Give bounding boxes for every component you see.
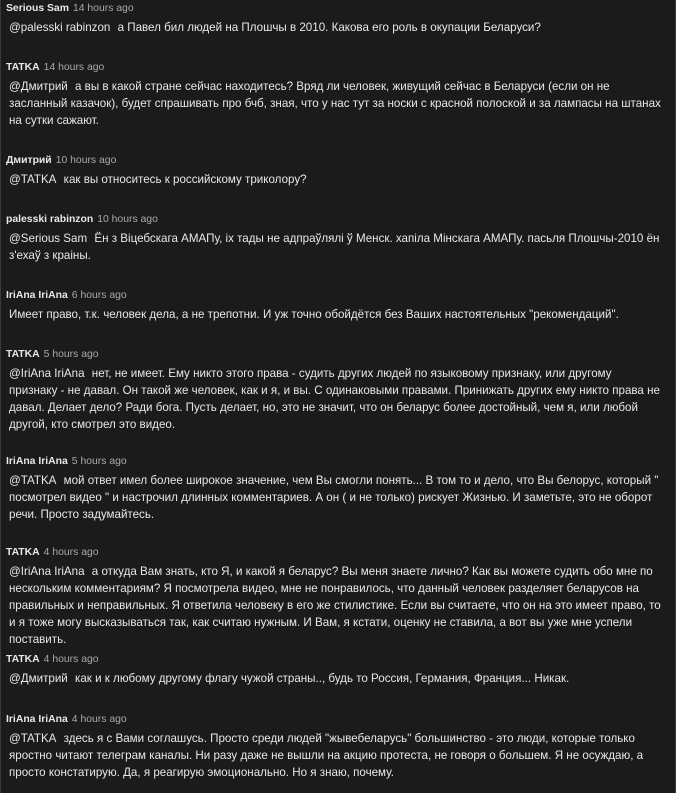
comment: [6, 653, 675, 713]
comment-author[interactable]: TATKA: [6, 547, 40, 558]
comment-timestamp[interactable]: 10 hours ago: [97, 214, 158, 225]
comment-meta: [6, 455, 675, 469]
comment-meta: [6, 289, 675, 303]
comment-text: [6, 564, 675, 649]
comment-text: [6, 366, 675, 434]
comment-text: [6, 172, 675, 189]
comment: [6, 289, 675, 348]
comment: [6, 455, 675, 546]
comment-timestamp[interactable]: 4 hours ago: [43, 547, 99, 558]
comment-author[interactable]: TATKA: [6, 654, 40, 665]
comment-timestamp[interactable]: 5 hours ago: [43, 349, 99, 360]
comment-timestamp[interactable]: 14 hours ago: [43, 62, 105, 73]
comment: [6, 2, 675, 61]
comment-mention[interactable]: @TATKA: [9, 474, 57, 487]
comment-author[interactable]: TATKA: [6, 62, 40, 73]
comment-body: нет, не имеет. Ему никто этого права - судить других людей по языковому признаку, или другому признаку - не давал. Он такой же человек, как и я, и вы. С одинаковыми правами. Принижать других ему никто права не давал. Делает дело? Ради бога. Пусть делает, но, это не значит, что он беларус более достойный, чем я, или любой другой, кто смотрел это видео.: [9, 367, 660, 431]
comment-author[interactable]: IriAna IriAna: [6, 290, 68, 301]
comment-body: мой ответ имел более широкое значение, чем Вы смогли понять... В том то и дело, что Вы белорус, который " посмотрел видео " и настрочил длинных комментариев. А он ( и не только) рискует Жизнью. И заметьте, это не оборот речи. Просто задумайтесь.: [9, 474, 659, 521]
comment-body: а Павел бил людей на Плошчы в 2010. Какова его роль в окупации Беларуси?: [114, 21, 541, 34]
comment-meta: [6, 2, 675, 16]
comment-timestamp[interactable]: 5 hours ago: [71, 456, 127, 467]
comment-author[interactable]: Serious Sam: [6, 3, 69, 14]
comment-thread: [1, 0, 675, 789]
comment-meta: [6, 653, 675, 667]
comment-meta: [6, 213, 675, 227]
comment-mention[interactable]: @TATKA: [9, 732, 57, 745]
comment-body: Ён з Віцебскага АМАПу, іх тады не адпраўлялі ў Менск. хапіла Мінскага АМАПу. пасьля Плошчы-2010 ён з'ехаў з краіны.: [9, 232, 660, 262]
comment-body: а вы в какой стране сейчас находитесь? Вряд ли человек, живущий сейчас в Беларуси (если он не засланный казачок), будет спрашивать про бчб, зная, что у нас тут за носки с красной полоской и за лампасы на штанах на сутки сажают.: [9, 80, 661, 127]
comment-mention[interactable]: @Дмитрий: [9, 672, 68, 685]
comment: [6, 348, 675, 455]
comment-meta: [6, 61, 675, 75]
comment-author[interactable]: palesski rabinzon: [6, 214, 94, 225]
comment-body: Имеет право, т.к. человек дела, а не трепотни. И уж точно обойдётся без Ваших настоятельных "рекомендаций".: [9, 308, 619, 321]
comment-timestamp[interactable]: 10 hours ago: [55, 155, 117, 166]
comment: [6, 713, 675, 789]
comment-text: [6, 79, 675, 130]
comment-text: [6, 307, 675, 324]
comment: [6, 546, 675, 653]
comment-author[interactable]: Дмитрий: [6, 155, 52, 166]
comment-body: как и к любому другому флагу чужой страны.., будь то Россия, Германия, Франция... Никак.: [71, 672, 570, 685]
comment-text: [6, 231, 675, 265]
comment-text: [6, 473, 675, 524]
comment-mention[interactable]: @TATKA: [9, 173, 57, 186]
comment: [6, 213, 675, 289]
comment-meta: [6, 154, 675, 168]
comment-body: а откуда Вам знать, кто Я, и какой я беларус? Вы меня знаете лично? Как вы можете судить обо мне по нескольким комментариям? Я посмотрела видео, мне не понравилось, что данный человек разделяет беларусов на правильных и неправильных. Я ответила человеку в его же стилистике. Если вы считаете, что он на это имеет право, то и я тоже могу высказываться так, как считаю нужным. И Вам, я кстати, оценку не ставила, а вот вы уже мне успели поставить.: [9, 565, 661, 646]
comment-mention[interactable]: @IriAna IriAna: [9, 565, 85, 578]
comment-author[interactable]: TATKA: [6, 349, 40, 360]
comment-mention[interactable]: @Serious Sam: [9, 232, 88, 245]
comment-timestamp[interactable]: 6 hours ago: [71, 290, 127, 301]
comment-meta: [6, 348, 675, 362]
comment-mention[interactable]: @IriAna IriAna: [9, 367, 85, 380]
comment-mention[interactable]: @Дмитрий: [9, 80, 68, 93]
comment-text: [6, 671, 675, 688]
comment-meta: [6, 713, 675, 727]
comment-timestamp[interactable]: 4 hours ago: [43, 654, 99, 665]
comment-author[interactable]: IriAna IriAna: [6, 456, 68, 467]
comment: [6, 61, 675, 154]
comment-text: [6, 20, 675, 37]
comment-timestamp[interactable]: 4 hours ago: [71, 714, 127, 725]
comment-timestamp[interactable]: 14 hours ago: [72, 3, 134, 14]
comment-text: [6, 731, 675, 782]
comment-body: здесь я с Вами соглашусь. Просто среди людей "жывебеларусь" большинство - это люди, которые только яростно читают телеграм каналы. Ни разу даже не вышли на акцию протеста, не говоря о большем. Я не осуждаю, а просто констатирую. Да, я реагирую эмоционально. Но я знаю, почему.: [9, 732, 644, 779]
comment-mention[interactable]: @palesski rabinzon: [9, 21, 111, 34]
comment: [6, 154, 675, 213]
comment-body: как вы относитесь к российскому триколору?: [60, 173, 307, 186]
comment-author[interactable]: IriAna IriAna: [6, 714, 68, 725]
comment-meta: [6, 546, 675, 560]
